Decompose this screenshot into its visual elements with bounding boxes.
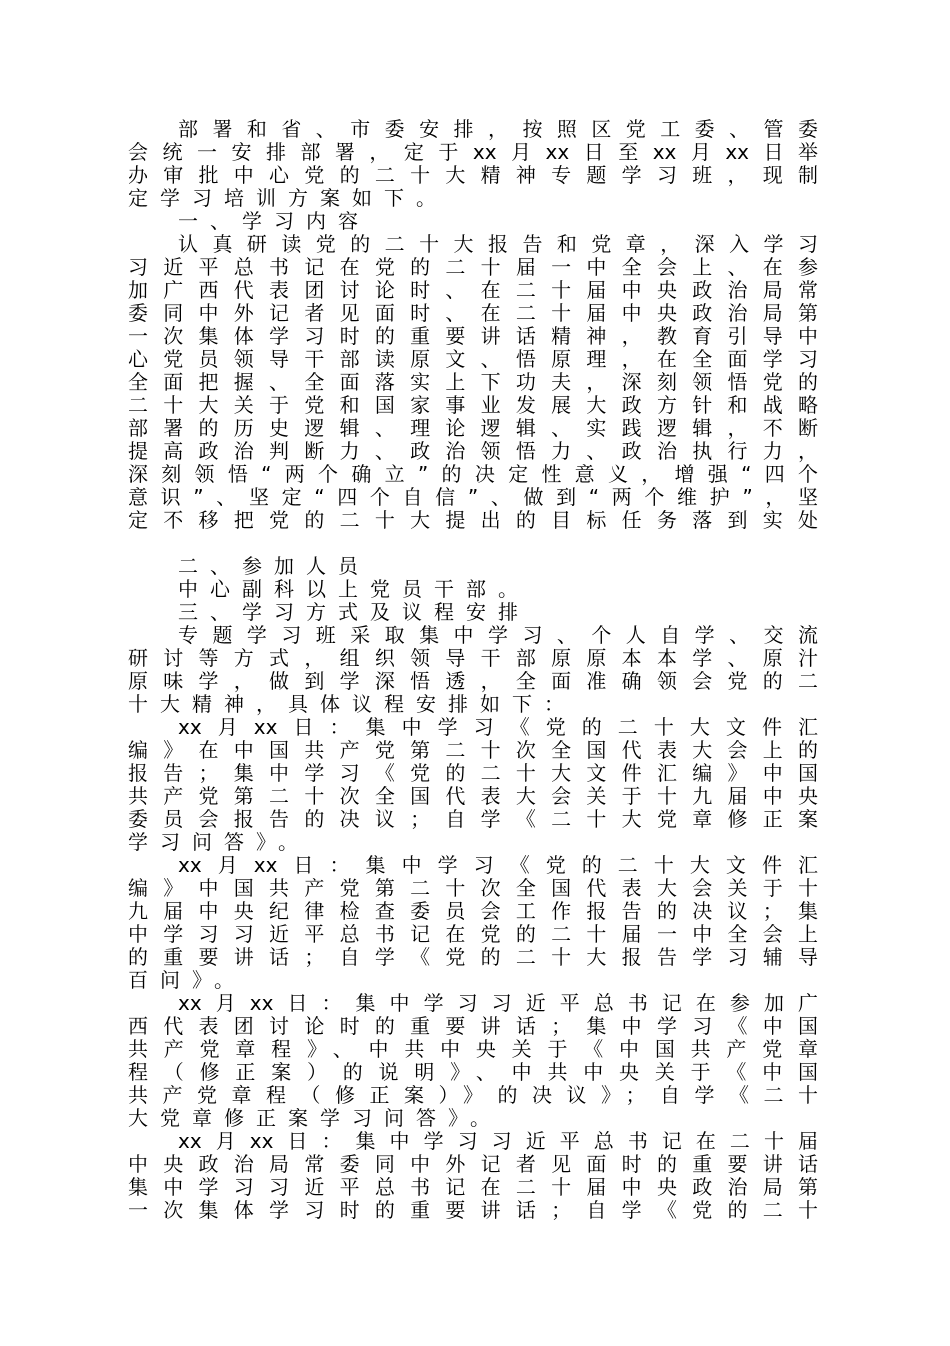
text-line: 委员会报告的决议；自学《二十大党章修正案 — [128, 808, 818, 831]
text-line: 专题学习班采取集中学习、个人自学、交流 — [178, 624, 818, 647]
text-line: 程（修正案）的说明》、中共中央关于《中国 — [128, 1061, 818, 1084]
text-line: 共产党章程（修正案）》的决议》；自学《二十 — [128, 1084, 818, 1107]
text-line: 大党章修正案学习问答》。 — [128, 1107, 502, 1130]
agenda-item: xx月xx日：集中学习《党的二十大文件汇 — [178, 716, 818, 739]
text-line: 部署和省、市委安排，按照区党工委、管委 — [178, 118, 818, 141]
text-line: 心党员领导干部读原文、悟原理，在全面学习 — [128, 348, 818, 371]
text-line: 原味学，做到学深悟透，全面准确领会党的二 — [128, 670, 818, 693]
text-line: 二十大关于党和国家事业发展大政方针和战略 — [128, 394, 818, 417]
text-line: 九届中央纪律检查委员会工作报告的决议；集 — [128, 900, 818, 923]
text-line: 报告；集中学习《党的二十大文件汇编》中国 — [128, 762, 818, 785]
text-line: 十大精神，具体议程安排如下： — [128, 693, 576, 716]
text-line: 委同中外记者见面时、在二十届中央政治局第 — [128, 302, 818, 325]
text-line: 编》在中国共产党第二十次全国代表大会上的 — [128, 739, 818, 762]
text-line: 意识”、坚定“四个自信”、做到“两个维护”，坚 — [128, 486, 818, 509]
section-heading: 三、学习方式及议程安排 — [178, 601, 530, 624]
text-line: 学习问答》。 — [128, 831, 310, 854]
text-line: 提高政治判断力、政治领悟力、政治执行力， — [128, 440, 818, 463]
text-line: 中心副科以上党员干部。 — [178, 578, 530, 601]
text-line: 共产党第二十次全国代表大会关于十九届中央 — [128, 785, 818, 808]
agenda-item: xx月xx日：集中学习习近平总书记在二十届 — [178, 1130, 818, 1153]
text-line: 全面把握、全面落实上下功夫，深刻领悟党的 — [128, 371, 818, 394]
text-line: 西代表团讨论时的重要讲话；集中学习《中国 — [128, 1015, 818, 1038]
text-line: 的重要讲话；自学《党的二十大报告学习辅导 — [128, 946, 818, 969]
text-line: 一次集体学习时的重要讲话精神，教育引导中 — [128, 325, 818, 348]
text-line: 中央政治局常委同中外记者见面时的重要讲话 — [128, 1153, 818, 1176]
text-line: 编》中国共产党第二十次全国代表大会关于十 — [128, 877, 818, 900]
section-heading: 二、参加人员 — [178, 555, 370, 578]
agenda-item: xx月xx日：集中学习《党的二十大文件汇 — [178, 854, 818, 877]
agenda-item: xx月xx日：集中学习习近平总书记在参加广 — [178, 992, 818, 1015]
text-line: 集中学习习近平总书记在二十届中央政治局第 — [128, 1176, 818, 1199]
text-line: 加广西代表团讨论时、在二十届中央政治局常 — [128, 279, 818, 302]
section-heading: 一、学习内容 — [178, 210, 370, 233]
text-line: 一次集体学习时的重要讲话；自学《党的二十 — [128, 1199, 818, 1222]
text-line: 认真研读党的二十大报告和党章，深入学习 — [178, 233, 818, 256]
text-line: 百问》。 — [128, 969, 246, 992]
text-line: 定不移把党的二十大提出的目标任务落到实处 — [128, 509, 818, 532]
text-line: 会统一安排部署，定于xx月xx日至xx月xx日举 — [128, 141, 818, 164]
text-line: 部署的历史逻辑、理论逻辑、实践逻辑，不断 — [128, 417, 818, 440]
text-line: 共产党章程》、中共中央关于《中国共产党章 — [128, 1038, 818, 1061]
text-line: 习近平总书记在党的二十届一中全会上、在参 — [128, 256, 818, 279]
text-line: 定学习培训方案如下。 — [128, 187, 448, 210]
text-line: 中学习习近平总书记在党的二十届一中全会上 — [128, 923, 818, 946]
text-line: 办审批中心党的二十大精神专题学习班，现制 — [128, 164, 818, 187]
text-line: 深刻领悟“两个确立”的决定性意义，增强“四个 — [128, 463, 818, 486]
text-line: 研讨等方式，组织领导干部原原本本学、原汁 — [128, 647, 818, 670]
